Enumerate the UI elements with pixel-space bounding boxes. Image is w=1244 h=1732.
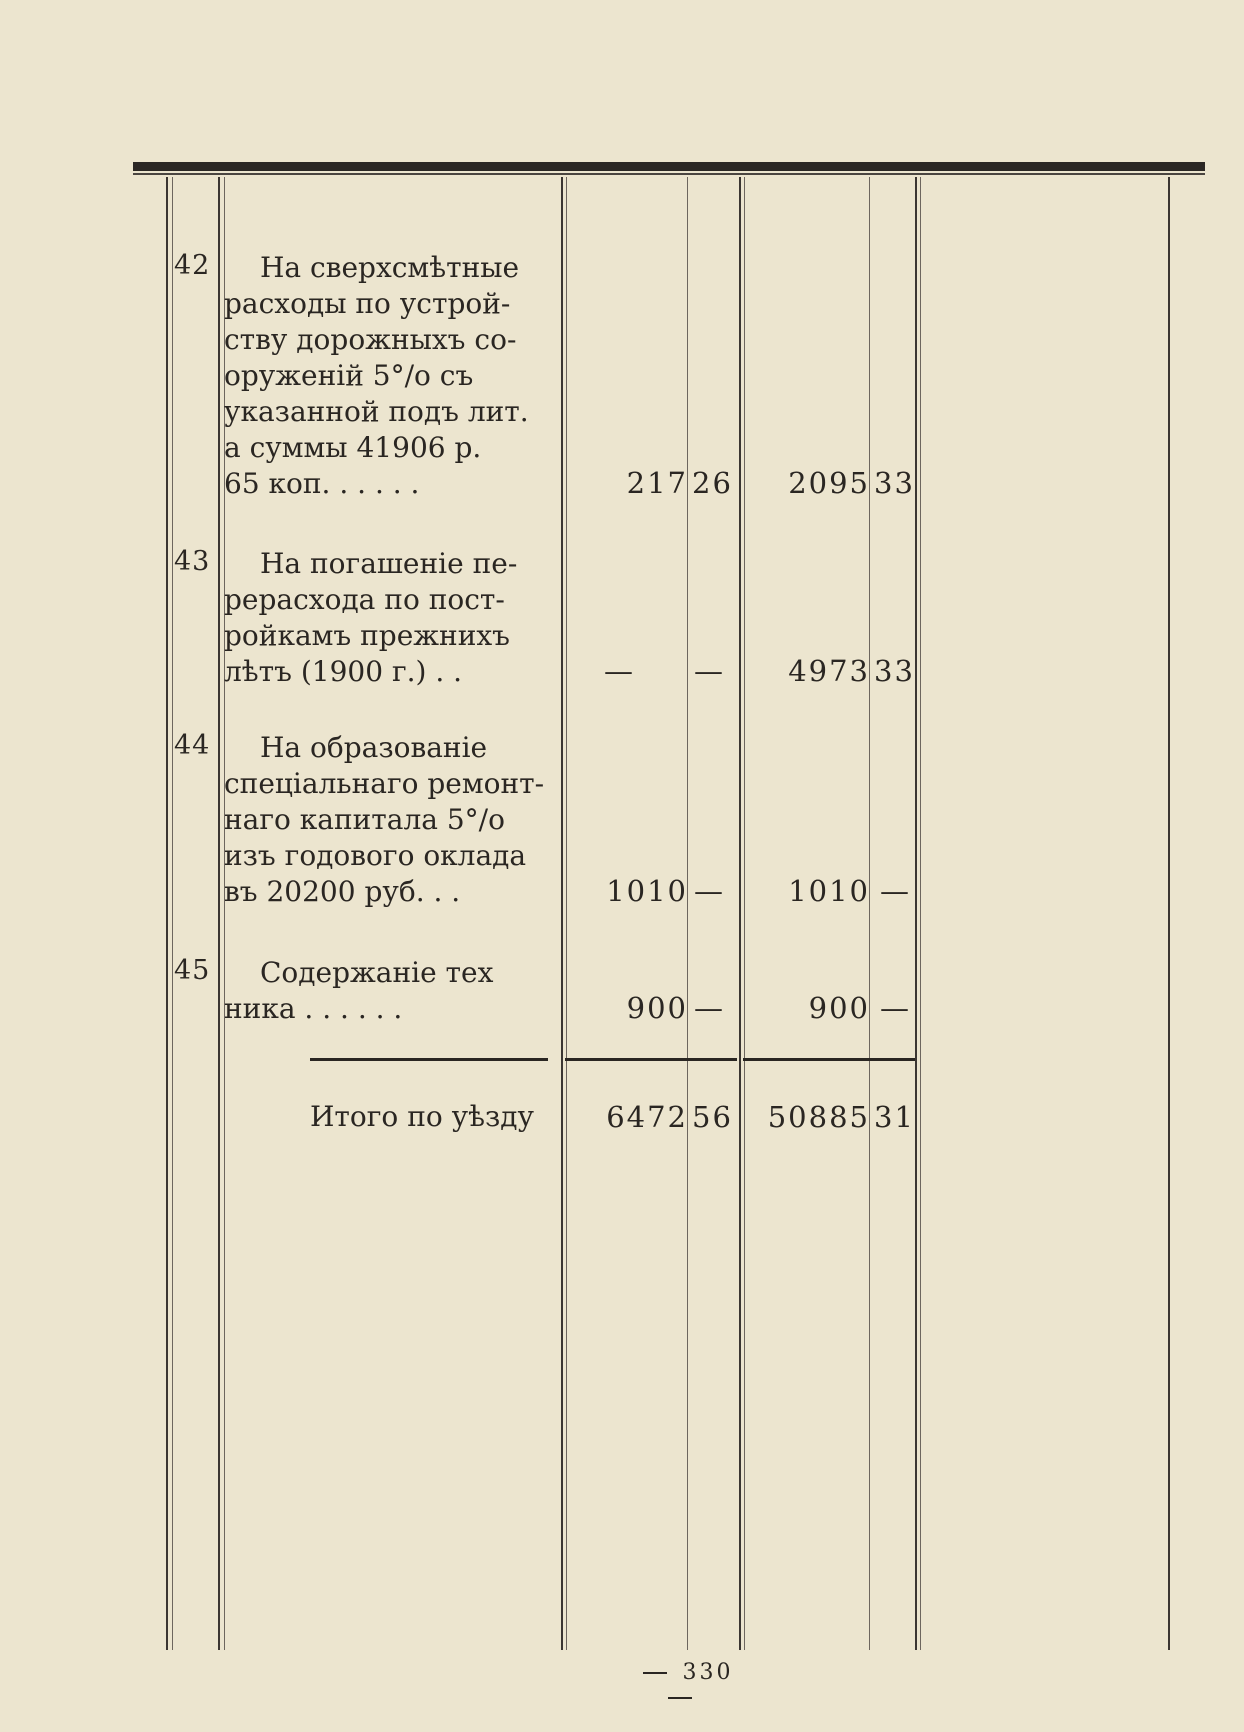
- amount-rubles-1: 900: [626, 991, 688, 1025]
- column-line: [915, 177, 917, 1650]
- row-number: 43: [174, 546, 211, 577]
- desc-line: оруженій 5°/о съ: [224, 359, 474, 392]
- column-line: [920, 177, 921, 1650]
- desc-line: расходы по устрой-: [224, 287, 511, 320]
- total-kopecks-2: 31: [874, 1100, 915, 1134]
- amount-rubles-2: 4973: [788, 654, 870, 688]
- row-description: [224, 730, 552, 910]
- row-number: 44: [174, 730, 211, 761]
- total-rubles-2: 50885: [767, 1100, 870, 1134]
- amount-rubles-1: —: [604, 654, 635, 688]
- dash-decoration: [668, 1697, 692, 1699]
- desc-line: На сверхсмѣтные: [260, 251, 520, 284]
- desc-line: рерасхода по пост-: [224, 583, 505, 616]
- desc-line: ройкамъ прежнихъ: [224, 619, 510, 652]
- column-line: [744, 177, 745, 1650]
- desc-line: изъ годового оклада: [224, 839, 527, 872]
- column-line: [687, 177, 688, 1650]
- column-line: [869, 177, 870, 1650]
- amount-kopecks-1: —: [694, 874, 725, 908]
- row-number: 45: [174, 955, 211, 986]
- top-rule-thin: [133, 173, 1205, 175]
- desc-line: ству дорожныхъ со-: [224, 323, 517, 356]
- amount-rubles-2: 1010: [788, 874, 870, 908]
- column-line: [166, 177, 168, 1650]
- amount-kopecks-2: 33: [874, 654, 915, 688]
- page-number-text: 330: [682, 1660, 734, 1685]
- amount-kopecks-1: 26: [692, 466, 733, 500]
- total-rubles-1: 6472: [606, 1100, 688, 1134]
- amount-rubles-1: 1010: [606, 874, 688, 908]
- dash-decoration: [643, 1672, 667, 1674]
- sum-underline: [310, 1058, 548, 1061]
- row-description: [224, 546, 552, 690]
- amount-rubles-2: 2095: [788, 466, 870, 500]
- desc-line: а суммы 41906 р.: [224, 431, 482, 464]
- sum-underline: [743, 1058, 915, 1061]
- amount-kopecks-1: —: [694, 991, 725, 1025]
- amount-rubles-2: 900: [808, 991, 870, 1025]
- page-number: [600, 1660, 760, 1710]
- desc-line: наго капитала 5°/о: [224, 803, 505, 836]
- amount-kopecks-2: —: [880, 991, 911, 1025]
- top-rule: [133, 162, 1205, 171]
- desc-line: На погашеніе пе-: [260, 547, 518, 580]
- amount-kopecks-2: —: [880, 874, 911, 908]
- column-line: [218, 177, 220, 1650]
- amount-kopecks-1: —: [694, 654, 725, 688]
- column-line: [1168, 177, 1170, 1650]
- amount-kopecks-2: 33: [874, 466, 915, 500]
- row-description: [224, 250, 552, 502]
- column-line: [566, 177, 567, 1650]
- amount-rubles-1: 217: [626, 466, 688, 500]
- sum-underline: [565, 1058, 737, 1061]
- total-kopecks-1: 56: [692, 1100, 733, 1134]
- column-line: [172, 177, 173, 1650]
- desc-line: лѣтъ (1900 г.) . .: [224, 655, 463, 688]
- column-line: [739, 177, 741, 1650]
- desc-line: въ 20200 руб. . .: [224, 875, 461, 908]
- desc-line: указанной подъ лит.: [224, 395, 529, 428]
- column-line: [561, 177, 563, 1650]
- desc-line: спеціальнаго ремонт-: [224, 767, 545, 800]
- desc-line: Содержаніе тех: [260, 956, 494, 989]
- total-label: Итого по уѣзду: [310, 1100, 534, 1133]
- desc-line: 65 коп. . . . . .: [224, 467, 420, 500]
- row-description: [224, 955, 552, 1027]
- desc-line: ника . . . . . .: [224, 992, 403, 1025]
- desc-line: На образованіе: [260, 731, 488, 764]
- row-number: 42: [174, 250, 211, 281]
